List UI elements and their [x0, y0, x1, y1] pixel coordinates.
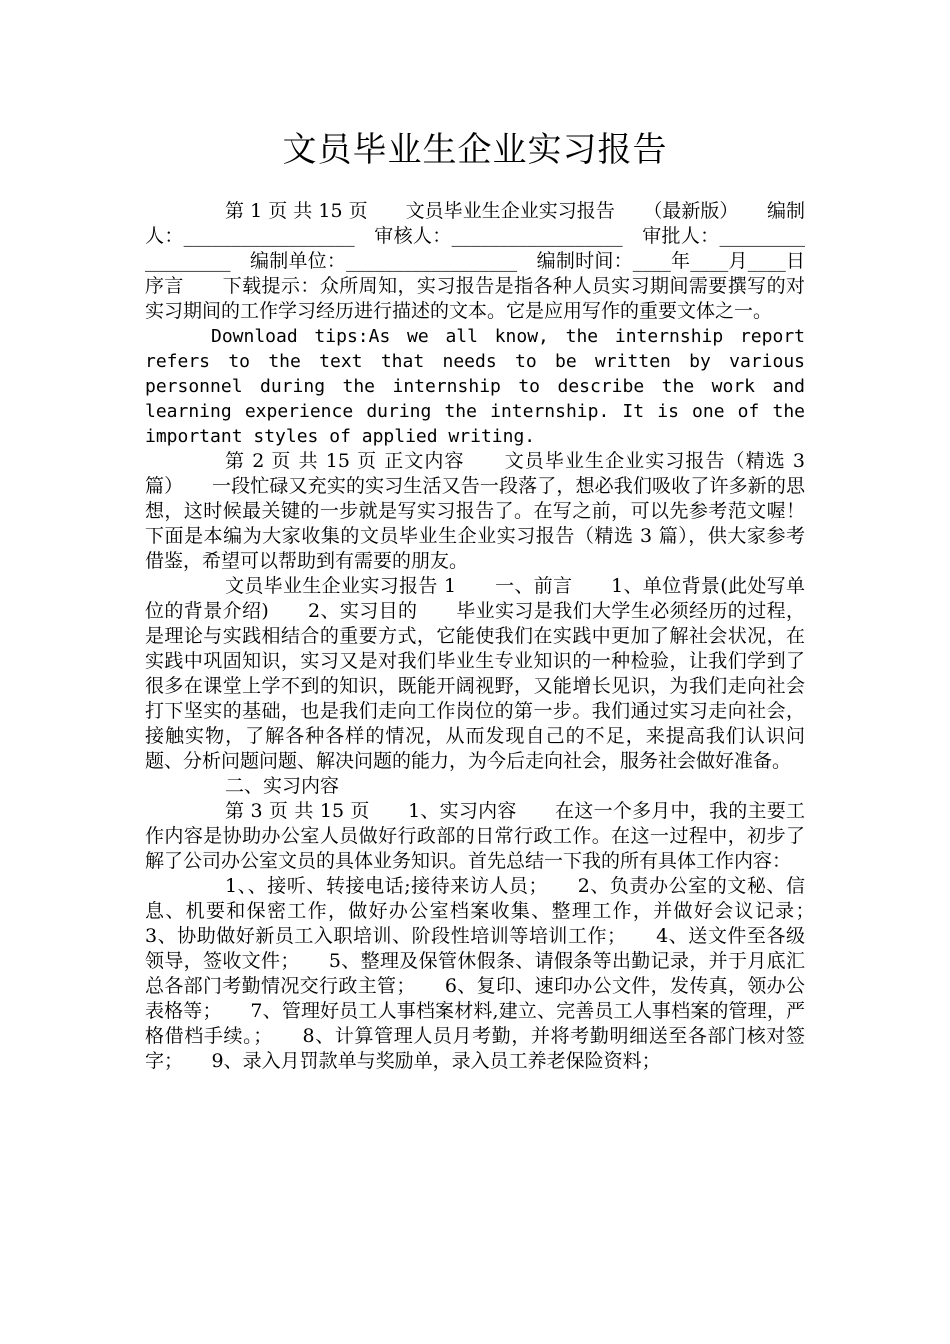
- paragraph-internship-content: 第 3 页 共 15 页 1、实习内容 在这一个多月中，我的主要工作内容是协助办公室人员做好行政部的日常行政工作。在这一过程中，初步了解了公司办公室文员的具体业务知识。首先总结一下我的所有具体工作内容：: [145, 800, 805, 872]
- section-heading-internship-content: 二、实习内容: [225, 775, 340, 797]
- document-title: 文员毕业生企业实习报告: [282, 130, 668, 170]
- paragraph-intro: 第 2 页 共 15 页 正文内容 文员毕业生企业实习报告（精选 3 篇） 一段忙碌又充实的实习生活又告一段落了，想必我们吸收了许多新的思想，这时候最关键的一步就是写实习报告了。在写之前，可以先参考范文喔！下面是本编为大家收集的文员毕业生企业实习报告（精选 3 篇），供大家参考借鉴，希望可以帮助到有需要的朋友。: [145, 450, 805, 572]
- paragraph-download-tips: Download tips:As we all know, the internship report refers to the text that needs to be written by various personnel during the internship to describe the work and learning experience during the internship. It is one of the important styles of applied writing.: [145, 326, 805, 447]
- document-body: [145, 199, 844, 1074]
- paragraph-report-1-preface: 文员毕业生企业实习报告 1 一、前言 1、单位背景(此处写单位的背景介绍) 2、实习目的 毕业实习是我们大学生必须经历的过程，是理论与实践相结合的重要方式，它能使我们在实践中更加了解社会状况，在实践中巩固知识，实习又是对我们毕业生专业知识的一种检验，让我们学到了很多在课堂上学不到的知识，既能开阔视野，又能增长见识，为我们走向社会打下坚实的基础，也是我们走向工作岗位的第一步。我们通过实习走向社会，接触实物，了解各种各样的情况，从而发现自己的不足，来提高我们认识问题、分析问题问题、解决问题的能力，为今后走向社会，服务社会做好准备。: [145, 575, 805, 772]
- paragraph-cover-info: 第 1 页 共 15 页 文员毕业生企业实习报告 （最新版） 编制人：__________________ 审核人：__________________ 审批人：__________________ 编制单位：__________________ 编制时间：____年____月____日 序言 下载提示：众所周知，实习报告是指各种人员实习期间需要撰写的对实习期间的工作学习经历进行描述的文本。它是应用写作的重要文体之一。: [145, 200, 844, 322]
- paragraph-task-list: 1、、接听、转接电话;接待来访人员； 2、负责办公室的文秘、信息、机要和保密工作，做好办公室档案收集、整理工作，并做好会议记录； 3、协助做好新员工入职培训、阶段性培训等培训工作； 4、送文件至各级领导，签收文件； 5、整理及保管休假条、请假条等出勤记录，并于月底汇总各部门考勤情况交行政主管； 6、复印、速印办公文件，发传真，领办公表格等； 7、管理好员工人事档案材料,建立、完善员工人事档案的管理，严格借档手续。； 8、计算管理人员月考勤，并将考勤明细送至各部门核对签字； 9、录入月罚款单与奖励单，录入员工养老保险资料；: [145, 875, 844, 1072]
- document-page: [145, 0, 844, 1344]
